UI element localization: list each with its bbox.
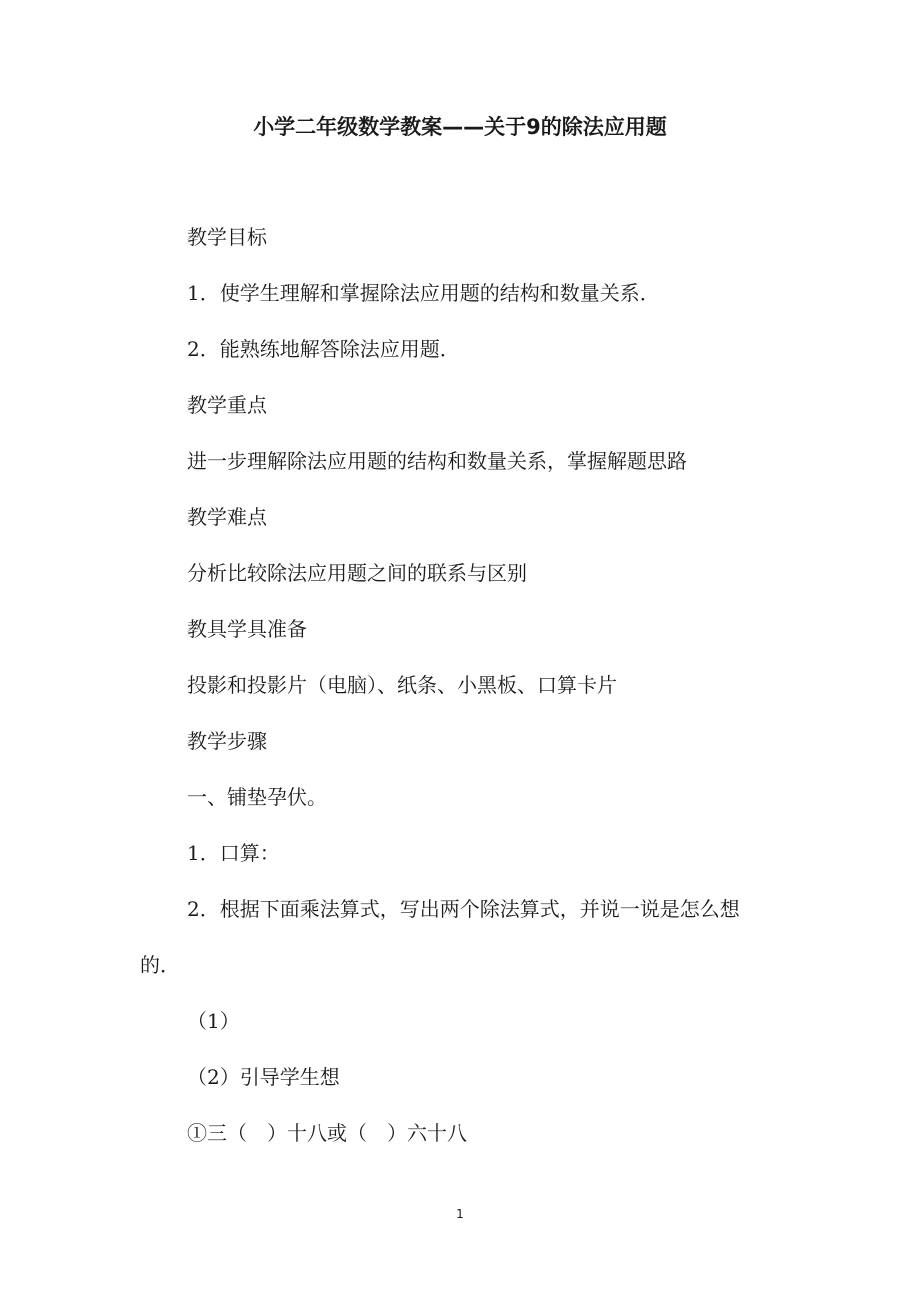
- objective-item-1: 1．使学生理解和掌握除法应用题的结构和数量关系．: [187, 281, 660, 305]
- heading-teaching-objectives: 教学目标: [187, 225, 267, 249]
- step-item-2-continuation: 的．: [140, 953, 180, 977]
- step-item-1: 1．口算：: [187, 841, 280, 865]
- page-number: 1: [456, 1207, 464, 1221]
- heading-materials: 教具学具准备: [187, 617, 307, 641]
- sub-item-2: （2）引导学生想: [187, 1065, 340, 1089]
- difficulties-text: 分析比较除法应用题之间的联系与区别: [187, 561, 527, 585]
- key-points-text: 进一步理解除法应用题的结构和数量关系，掌握解题思路: [187, 449, 687, 473]
- objective-item-2: 2．能熟练地解答除法应用题．: [187, 337, 460, 361]
- step-section-1: 一、铺垫孕伏。: [187, 785, 327, 809]
- step-item-2: 2．根据下面乘法算式，写出两个除法算式，并说一说是怎么想: [187, 897, 740, 921]
- document-title: 小学二年级数学教案——关于9的除法应用题: [253, 115, 667, 139]
- sub-item-2-circled-1: ①三（ ）十八或（ ）六十八: [187, 1121, 467, 1145]
- heading-key-points: 教学重点: [187, 393, 267, 417]
- sub-item-1: （1）: [187, 1009, 240, 1033]
- heading-teaching-steps: 教学步骤: [187, 729, 267, 753]
- heading-difficulties: 教学难点: [187, 505, 267, 529]
- materials-text: 投影和投影片（电脑）、纸条、小黑板、口算卡片: [187, 673, 617, 697]
